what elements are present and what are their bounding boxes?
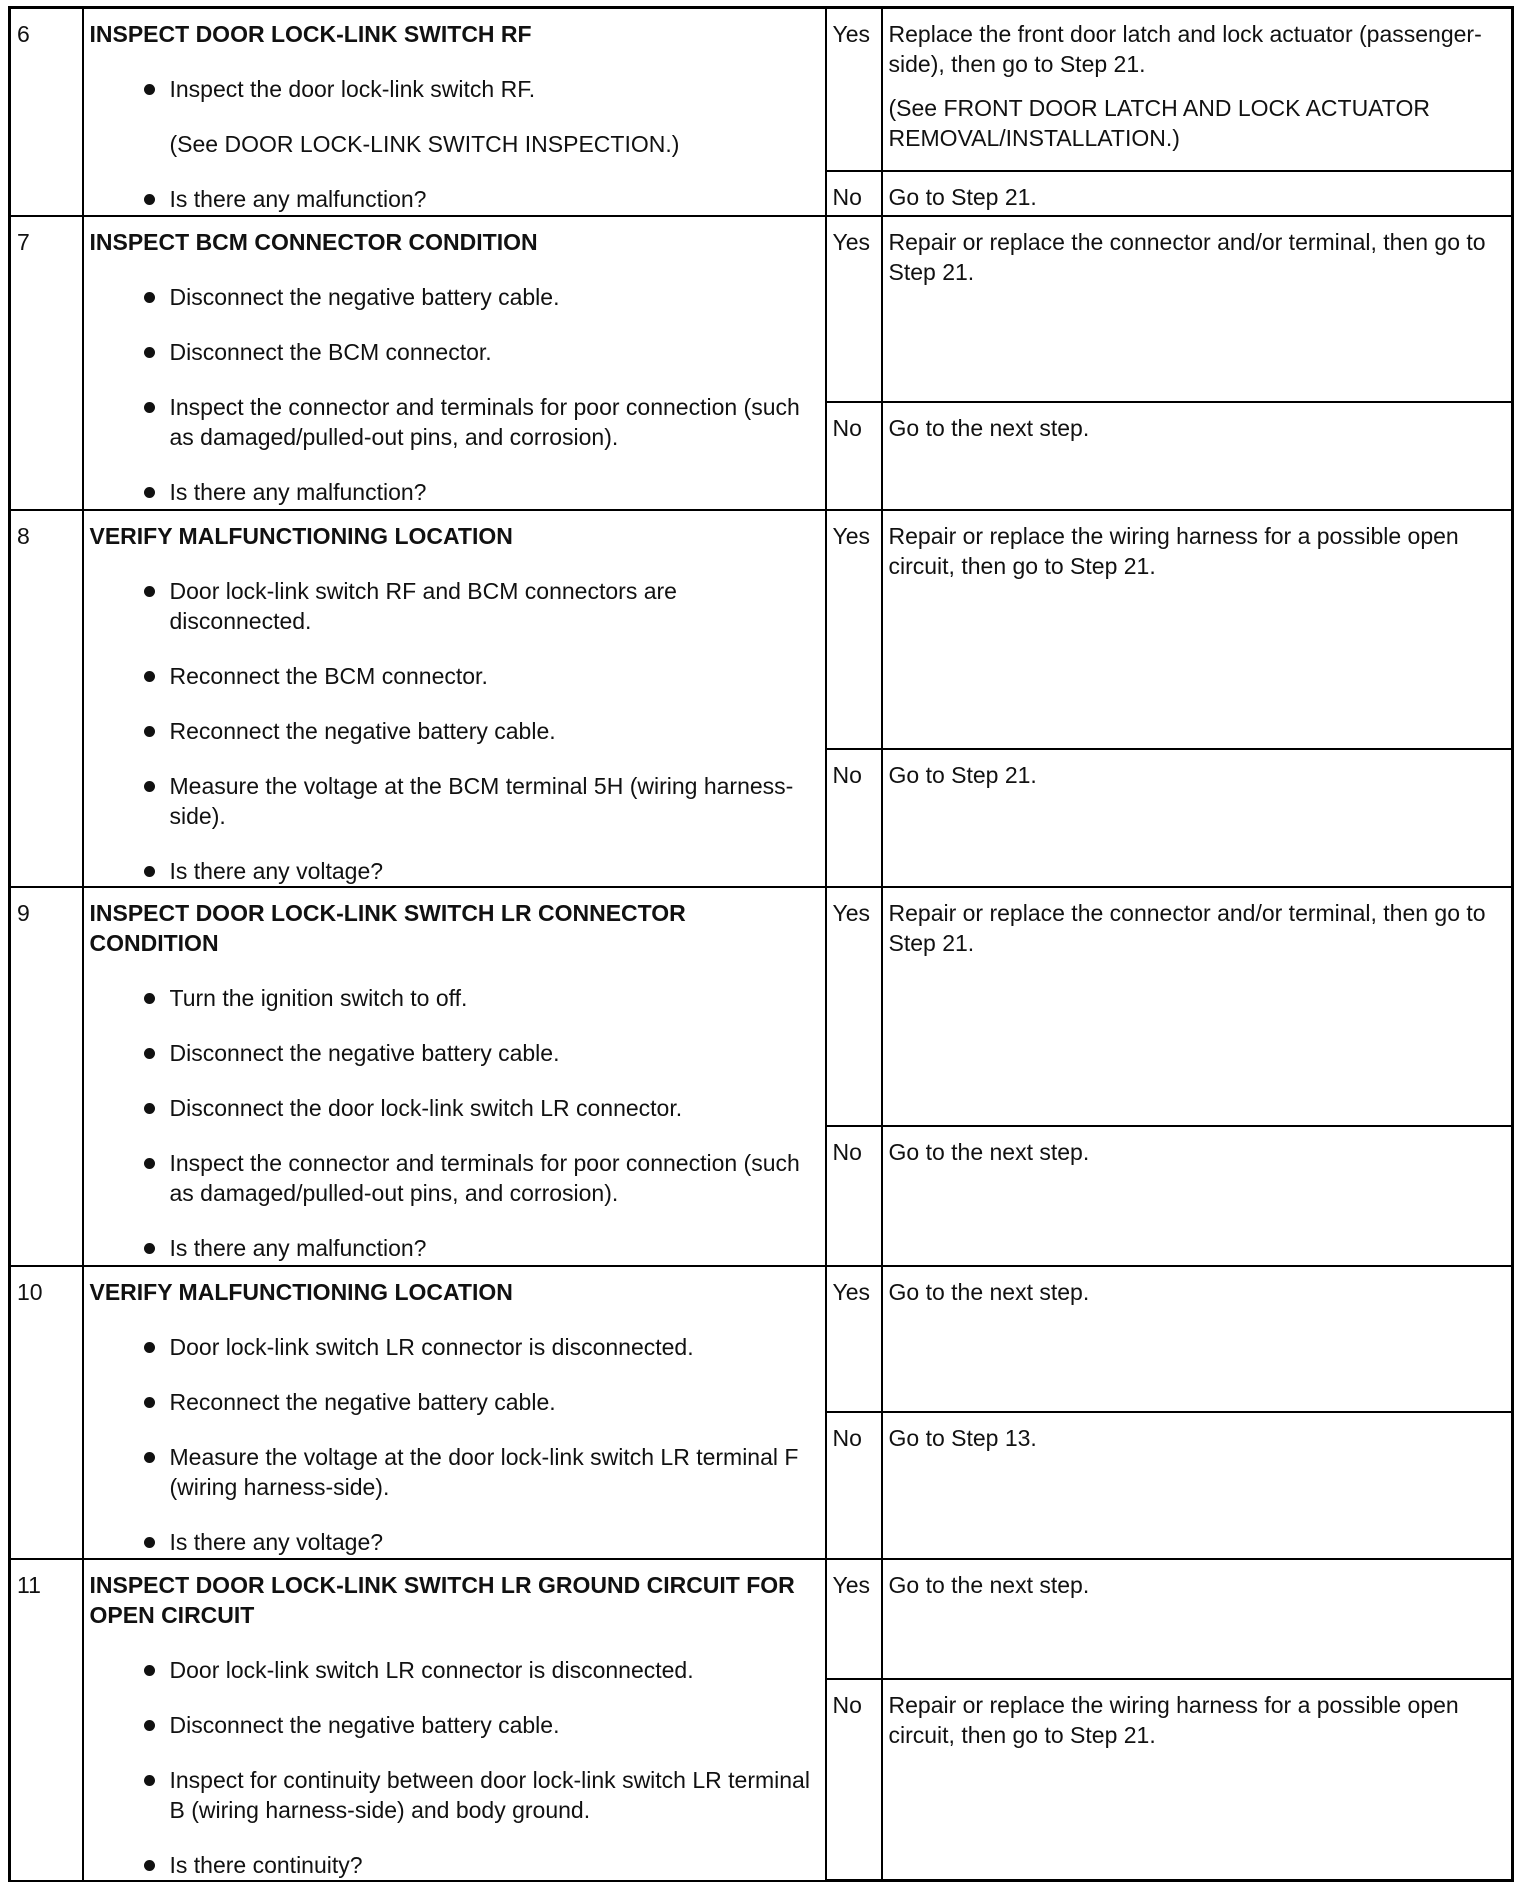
bullet-text: Inspect the connector and terminals for poor connection (such as damaged/pulled-out pins, and corrosion). [169,1149,800,1206]
step-bullet-list [90,1655,819,1880]
bullet-text: Reconnect the negative battery cable. [169,1388,556,1415]
yes-result [882,1559,1513,1679]
no-result [882,1679,1513,1881]
bullet-text: Disconnect the negative battery cable. [169,283,560,310]
step-bullet [170,1332,819,1362]
step-title: INSPECT DOOR LOCK-LINK SWITCH LR GROUND CIRCUIT FOR OPEN CIRCUIT [89,1571,795,1628]
no-result-text: Go to Step 21. [888,761,1037,788]
yes-result [882,887,1513,1126]
step-title: VERIFY MALFUNCTIONING LOCATION [89,522,513,549]
step-bullet [170,392,819,452]
step-row-6 [10,8,1513,171]
no-label: No [826,749,882,887]
step-bullet [170,74,819,159]
bullet-text: Is there any voltage? [169,1528,384,1555]
no-label: No [826,171,882,216]
bullet-text: Disconnect the negative battery cable. [169,1711,560,1738]
no-result [882,1126,1513,1266]
no-result [882,749,1513,887]
step-bullet [170,771,819,831]
bullet-text: Inspect for continuity between door lock-link switch LR terminal B (wiring harness-side) and body ground. [169,1766,810,1823]
yes-result-text: Repair or replace the wiring harness for a possible open circuit, then go to Step 21. [888,522,1459,579]
bullet-reference-note: (See DOOR LOCK-LINK SWITCH INSPECTION.) [169,131,680,157]
step-row-9 [10,887,1513,1126]
no-label: No [826,1412,882,1559]
yes-result-reference-note: (See FRONT DOOR LATCH AND LOCK ACTUATOR REMOVAL/INSTALLATION.) [888,95,1430,151]
step-number: 6 [10,8,83,216]
no-result-text: Go to Step 13. [888,1424,1037,1451]
step-bullet [170,856,819,886]
yes-result [882,1266,1513,1412]
step-number: 8 [10,510,83,887]
step-number: 7 [10,216,83,510]
no-label: No [826,1126,882,1266]
step-bullet [170,1148,819,1208]
bullet-text: Reconnect the negative battery cable. [169,717,556,744]
step-bullet [170,661,819,691]
no-result-text: Go to the next step. [888,1138,1090,1165]
bullet-text: Inspect the door lock-link switch RF. [169,76,536,102]
bullet-text: Inspect the connector and terminals for poor connection (such as damaged/pulled-out pins, and corrosion). [169,393,800,450]
no-result [882,171,1513,216]
table-body [10,8,1513,1881]
step-number: 9 [10,887,83,1266]
step-row-11 [10,1559,1513,1679]
yes-result [882,216,1513,402]
step-bullet [170,1527,819,1557]
yes-label: Yes [826,887,882,1126]
step-bullet [170,983,819,1013]
bullet-text: Is there any malfunction? [169,478,427,505]
no-label: No [826,1679,882,1881]
yes-label: Yes [826,8,882,171]
step-bullet [170,477,819,507]
no-result-text: Go to Step 21. [888,183,1037,210]
step-bullet-list [90,576,819,886]
step-number: 10 [10,1266,83,1559]
no-result-text: Go to the next step. [888,414,1090,441]
bullet-text: Disconnect the negative battery cable. [169,1039,560,1066]
diagnostic-procedure-table [8,6,1514,1882]
step-bullet-list [90,1332,819,1557]
step-bullet [170,1387,819,1417]
bullet-text: Measure the voltage at the door lock-link switch LR terminal F (wiring harness-side). [169,1443,799,1500]
step-bullet [170,716,819,746]
step-bullet [170,1710,819,1740]
no-result [882,402,1513,510]
yes-label: Yes [826,1559,882,1679]
step-title: INSPECT DOOR LOCK-LINK SWITCH RF [89,21,532,47]
no-result [882,1412,1513,1559]
step-bullet [170,1850,819,1880]
yes-result-text: Repair or replace the connector and/or terminal, then go to Step 21. [888,899,1486,956]
yes-result [882,510,1513,749]
bullet-text: Is there continuity? [169,1851,363,1878]
step-row-10 [10,1266,1513,1412]
bullet-text: Disconnect the door lock-link switch LR connector. [169,1094,683,1121]
step-bullet-list [90,74,819,214]
yes-result-text: Repair or replace the connector and/or terminal, then go to Step 21. [888,228,1486,285]
step-title: VERIFY MALFUNCTIONING LOCATION [89,1278,513,1305]
step-bullet [170,576,819,636]
bullet-text: Is there any voltage? [169,857,384,884]
step-bullet [170,1655,819,1685]
step-actions [83,1266,826,1559]
yes-result [882,8,1513,171]
yes-label: Yes [826,510,882,749]
yes-result-text: Go to the next step. [888,1571,1090,1598]
bullet-text: Is there any malfunction? [169,1234,427,1261]
step-actions [83,1559,826,1881]
bullet-text: Door lock-link switch LR connector is disconnected. [169,1333,694,1360]
no-result-text: Repair or replace the wiring harness for a possible open circuit, then go to Step 21. [888,1691,1459,1748]
bullet-text: Disconnect the BCM connector. [169,338,492,365]
bullet-text: Is there any malfunction? [169,186,427,212]
step-title: INSPECT DOOR LOCK-LINK SWITCH LR CONNECTOR CONDITION [89,899,686,956]
step-bullet [170,337,819,367]
step-bullet [170,1442,819,1502]
step-actions [83,216,826,510]
step-bullet [170,1093,819,1123]
step-row-7 [10,216,1513,402]
bullet-text: Measure the voltage at the BCM terminal 5H (wiring harness-side). [169,772,794,829]
step-bullet [170,282,819,312]
step-bullet-list [90,983,819,1263]
step-actions [83,8,826,216]
yes-result-text: Replace the front door latch and lock actuator (passenger-side), then go to Step 21. [888,21,1482,77]
yes-label: Yes [826,216,882,402]
bullet-text: Door lock-link switch RF and BCM connectors are disconnected. [169,577,677,634]
no-label: No [826,402,882,510]
step-actions [83,510,826,887]
step-bullet [170,1765,819,1825]
step-row-8 [10,510,1513,749]
step-title: INSPECT BCM CONNECTOR CONDITION [89,228,538,255]
yes-result-text: Go to the next step. [888,1278,1090,1305]
step-bullet [170,184,819,214]
bullet-text: Turn the ignition switch to off. [169,984,468,1011]
bullet-text: Reconnect the BCM connector. [169,662,488,689]
step-bullet [170,1233,819,1263]
step-bullet-list [90,282,819,507]
step-actions [83,887,826,1266]
step-bullet [170,1038,819,1068]
step-number: 11 [10,1559,83,1881]
bullet-text: Door lock-link switch LR connector is disconnected. [169,1656,694,1683]
yes-label: Yes [826,1266,882,1412]
